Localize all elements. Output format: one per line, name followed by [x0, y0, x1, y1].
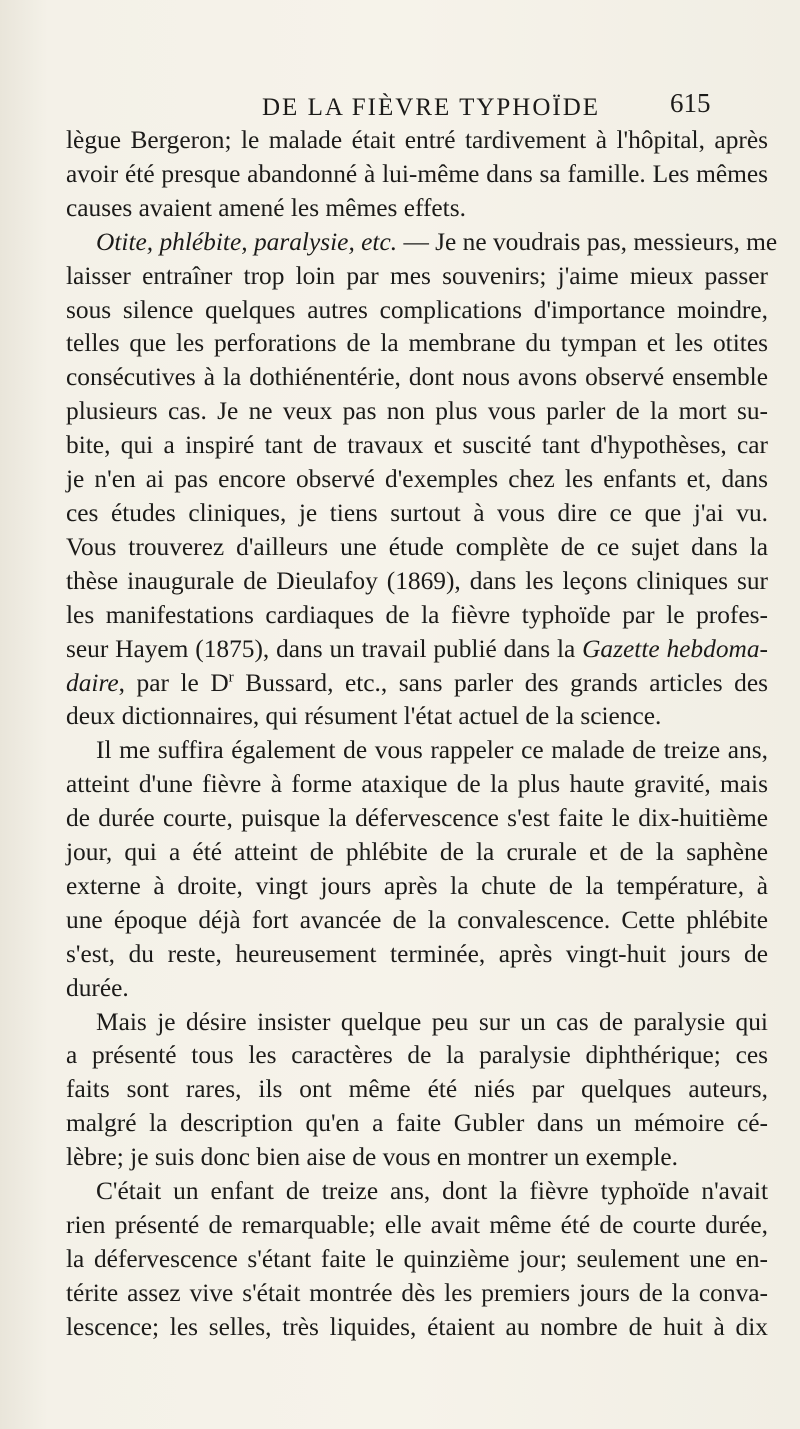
- text-line: [66, 1107, 768, 1141]
- text-span: deux dictionnaires, qui résument l'état actuel de la science.: [66, 702, 662, 731]
- text-span: C'était un enfant de treize ans, dont la fièvre typhoïde n'avait: [96, 1177, 768, 1206]
- text-line: [66, 1175, 768, 1209]
- text-span: Mais je désire insister quelque peu sur un cas de paralysie qui: [96, 1007, 768, 1036]
- text-span: durée.: [66, 973, 129, 1002]
- text-line: [66, 768, 768, 802]
- text-span: les manifestations cardiaques de la fièvre typhoïde par le profes-: [66, 600, 768, 629]
- text-line: [66, 361, 768, 395]
- text-line: [66, 938, 768, 972]
- text-line: [66, 836, 768, 870]
- text-line: [66, 1039, 768, 1073]
- text-line: [66, 327, 768, 361]
- text-span: seur Hayem (1875), dans un travail publié dans la: [66, 634, 583, 663]
- text-line: [66, 734, 768, 768]
- text-span: je n'en ai pas encore observé d'exemples chez les enfants et, dans: [66, 465, 768, 494]
- text-line: [66, 1006, 768, 1040]
- text-span: une époque déjà fort avancée de la convalescence. Cette phlébite: [66, 905, 768, 934]
- text-span: atteint d'une fièvre à forme ataxique de la plus haute gravité, mais: [66, 770, 768, 799]
- text-span: faits sont rares, ils ont même été niés par quelques auteurs,: [66, 1075, 768, 1104]
- text-line: [66, 226, 778, 260]
- page-number: 615: [670, 88, 711, 118]
- text-line: [66, 1073, 768, 1107]
- text-span: plusieurs cas. Je ne veux pas non plus vous parler de la mort su-: [66, 397, 768, 426]
- text-span: laisser entraîner trop loin par mes souvenirs; j'aime mieux passer: [66, 261, 768, 290]
- text-span: lescence; les selles, très liquides, étaient au nombre de huit à dix: [66, 1312, 768, 1341]
- text-line: [66, 429, 768, 463]
- text-line: [66, 158, 768, 192]
- text-span: de durée courte, puisque la défervescence s'est faite le dix-huitième: [66, 804, 768, 833]
- text-line: [66, 1311, 768, 1345]
- text-span: lèbre; je suis donc bien aise de vous en montrer un exemple.: [66, 1143, 679, 1172]
- text-span: daire: [66, 668, 119, 697]
- text-span: telles que les perforations de la membrane du tympan et les otites: [66, 329, 768, 358]
- text-line: [66, 1209, 768, 1243]
- text-span: lègue Bergeron; le malade était entré tardivement à l'hôpital, après: [66, 126, 768, 154]
- text-span: Vous trouverez d'ailleurs une étude complète de ce sujet dans la: [66, 532, 768, 561]
- text-line: [66, 531, 768, 565]
- text-span: r: [228, 668, 234, 686]
- text-line: [66, 1141, 768, 1175]
- text-span: Otite, phlébite, paralysie, etc.: [96, 227, 398, 256]
- text-span: causes avaient amené les mêmes effets.: [66, 193, 466, 222]
- text-line: [66, 1277, 768, 1311]
- text-line: [66, 700, 768, 734]
- text-line: [66, 294, 768, 328]
- text-span: consécutives à la dothiénentérie, dont nous avons observé ensemble: [66, 363, 768, 392]
- text-span: Bussard, etc., sans parler des grands articles des: [233, 668, 768, 697]
- text-span: thèse inaugurale de Dieulafoy (1869), dans les leçons cliniques sur: [66, 566, 768, 595]
- text-line: [66, 599, 768, 633]
- text-line: [66, 497, 768, 531]
- text-line: [66, 192, 768, 226]
- running-title: DE LA FIÈVRE TYPHOÏDE: [262, 94, 601, 121]
- text-line: [66, 260, 768, 294]
- text-span: bite, qui a inspiré tant de travaux et suscité tant d'hypothèses, car: [66, 431, 768, 460]
- text-span: jour, qui a été atteint de phlébite de la crurale et de la saphène: [66, 838, 768, 867]
- text-line: [66, 463, 768, 497]
- text-span: Il me suffira également de vous rappeler ce malade de treize ans,: [96, 736, 768, 765]
- text-line: [66, 667, 768, 701]
- text-line: [66, 124, 768, 158]
- text-span: externe à droite, vingt jours après la chute de la température, à: [66, 871, 768, 900]
- text-line: [66, 904, 768, 938]
- text-line: [66, 870, 768, 904]
- text-span: , par le D: [118, 668, 229, 697]
- text-line: [66, 395, 768, 429]
- body-text: [66, 124, 778, 1345]
- text-span: ces études cliniques, je tiens surtout à vous dire ce que j'ai vu.: [66, 498, 768, 527]
- text-span: — Je ne voudrais pas, messieurs, me: [397, 227, 778, 256]
- text-span: térite assez vive s'était montrée dès les premiers jours de la conva-: [66, 1278, 768, 1307]
- text-span: sous silence quelques autres complications d'importance moindre,: [66, 295, 768, 324]
- text-line: [66, 565, 768, 599]
- text-span: malgré la description qu'en a faite Gubler dans un mémoire cé-: [66, 1109, 768, 1138]
- text-span: la défervescence s'étant faite le quinzième jour; seulement une en-: [66, 1244, 768, 1273]
- text-line: [66, 633, 768, 667]
- text-line: [66, 1243, 768, 1277]
- text-span: Gazette hebdoma-: [582, 634, 769, 663]
- text-span: rien présenté de remarquable; elle avait même été de courte durée,: [66, 1211, 768, 1239]
- text-span: a présenté tous les caractères de la paralysie diphthérique; ces: [66, 1041, 768, 1070]
- text-line: [66, 972, 768, 1006]
- page-header: [0, 88, 800, 128]
- text-span: s'est, du reste, heureusement terminée, après vingt-huit jours de: [66, 939, 768, 968]
- text-span: avoir été presque abandonné à lui-même dans sa famille. Les mêmes: [66, 159, 768, 188]
- text-line: [66, 802, 768, 836]
